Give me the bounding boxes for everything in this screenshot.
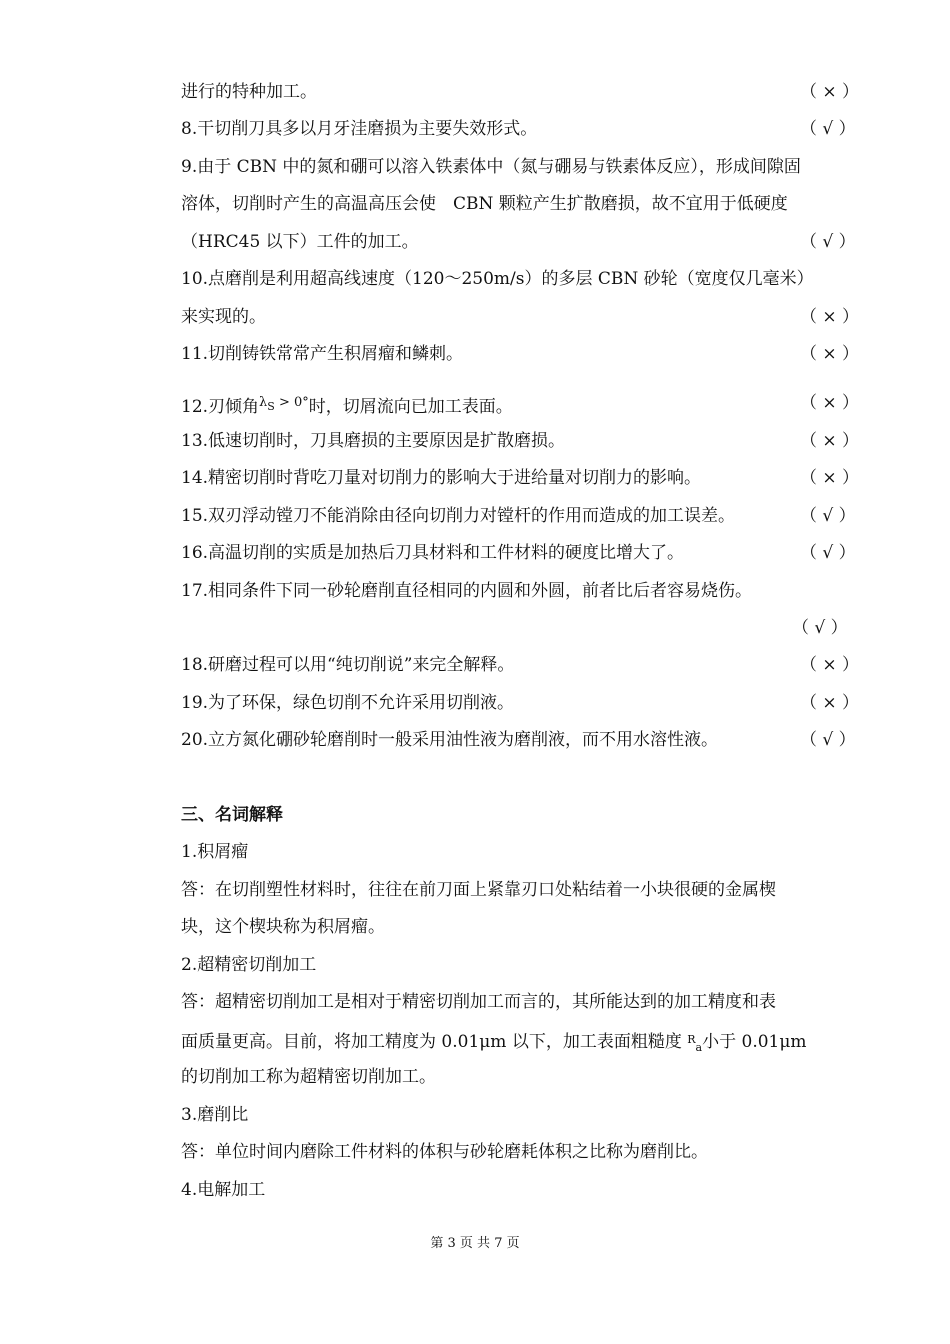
term-title: 3.磨削比 xyxy=(181,1105,249,1125)
answer-text: 的切削加工称为超精密切削加工。 xyxy=(181,1067,436,1087)
line-text: 16.高温切削的实质是加热后刀具材料和工件材料的硬度比增大了。 xyxy=(181,543,685,563)
line-text: 来实现的。 xyxy=(181,307,266,327)
roughness-subscript: a xyxy=(695,1041,703,1054)
answer-text: 答：超精密切削加工是相对于精密切削加工而言的，其所能达到的加工精度和表 xyxy=(181,992,776,1012)
lambda-symbol: λS > 0° xyxy=(259,395,309,413)
text-line xyxy=(181,689,861,717)
answer-mark: （ √ ） xyxy=(792,618,848,638)
text-line xyxy=(181,190,861,218)
answer-mark: （ √ ） xyxy=(800,232,856,252)
term-title: 1.积屑瘤 xyxy=(181,842,249,862)
answer-mark: （ × ） xyxy=(800,468,860,488)
text-line xyxy=(181,340,861,368)
text-line xyxy=(181,228,861,256)
answer-mark: （ × ） xyxy=(800,431,860,451)
text-line xyxy=(181,265,861,293)
answer-mark: （ × ） xyxy=(800,693,860,713)
answer-mark: （ √ ） xyxy=(800,119,856,139)
q12-suffix: 时，切屑流向已加工表面。 xyxy=(308,397,513,417)
section-heading: 三、名词解释 xyxy=(181,805,283,825)
line-text: 13.低速切削时，刀具磨损的主要原因是扩散磨损。 xyxy=(181,431,566,451)
term-title: 2.超精密切削加工 xyxy=(181,955,317,975)
answer-mark: （ × ） xyxy=(800,82,860,102)
text-line xyxy=(181,78,861,106)
text-line xyxy=(181,115,861,143)
line-text: 9.由于 CBN 中的氮和硼可以溶入铁素体中（氮与硼易与铁素体反应），形成间隙固 xyxy=(181,157,801,177)
text-line xyxy=(181,464,861,492)
text-line xyxy=(181,726,861,754)
answer-text: 答：在切削塑性材料时，往往在前刀面上紧靠刃口处粘结着一小块很硬的金属楔 xyxy=(181,880,776,900)
text-line xyxy=(181,153,861,181)
text-line xyxy=(181,539,861,567)
text-line xyxy=(181,502,861,530)
answer-mark: （ √ ） xyxy=(800,506,856,526)
answer-mark: （ × ） xyxy=(800,393,860,413)
line-text: 17.相同条件下同一砂轮磨削直径相同的内圆和外圆，前者比后者容易烧伤。 xyxy=(181,581,753,601)
answer-mark: （ × ） xyxy=(800,307,860,327)
answer-text: 面质量更高。目前，将加工精度为 0.01μm 以下，加工表面粗糙度 $^R_a$小于 0.01μm xyxy=(181,1032,807,1054)
term-title: 4.电解加工 xyxy=(181,1180,266,1200)
line-text: 8.干切削刀具多以月牙洼磨损为主要失效形式。 xyxy=(181,119,538,139)
line-text: 10.点磨削是利用超高线速度（120～250m/s）的多层 CBN 砂轮（宽度仅几毫米） xyxy=(181,269,814,289)
line-text: 进行的特种加工。 xyxy=(181,82,317,102)
answer-mark: （ × ） xyxy=(800,655,860,675)
q12-prefix: 12.刃倾角 xyxy=(181,397,260,417)
page-footer: 第 3 页 共 7 页 xyxy=(430,1236,520,1251)
line-text: 15.双刃浮动镗刀不能消除由径向切削力对镗杆的作用而造成的加工误差。 xyxy=(181,506,736,526)
roughness-symbol: R xyxy=(687,1033,696,1046)
line-text: 11.切削铸铁常常产生积屑瘤和鳞刺。 xyxy=(181,344,464,364)
line-text: 14.精密切削时背吃刀量对切削力的影响大于进给量对切削力的影响。 xyxy=(181,468,702,488)
text-line xyxy=(181,303,861,331)
line-text: 19.为了环保，绿色切削不允许采用切削液。 xyxy=(181,693,515,713)
text-line xyxy=(181,577,861,605)
line-text: 溶体，切削时产生的高温高压会使 CBN 颗粒产生扩散磨损，故不宜用于低硬度 xyxy=(181,194,788,214)
line-text: 20.立方氮化硼砂轮磨削时一般采用油性液为磨削液，而不用水溶性液。 xyxy=(181,730,719,750)
answer-mark: （ √ ） xyxy=(800,543,856,563)
line-text: （HRC45 以下）工件的加工。 xyxy=(181,232,419,252)
line-text: 18.研磨过程可以用“纯切削说”来完全解释。 xyxy=(181,655,515,675)
text-line-q12 xyxy=(181,389,861,417)
text-line xyxy=(181,651,861,679)
answer-text: 块，这个楔块称为积屑瘤。 xyxy=(181,917,385,937)
answer-mark: （ √ ） xyxy=(800,730,856,750)
answer-text: 答：单位时间内磨除工件材料的体积与砂轮磨耗体积之比称为磨削比。 xyxy=(181,1142,708,1162)
answer-mark: （ × ） xyxy=(800,344,860,364)
text-line xyxy=(181,427,861,455)
